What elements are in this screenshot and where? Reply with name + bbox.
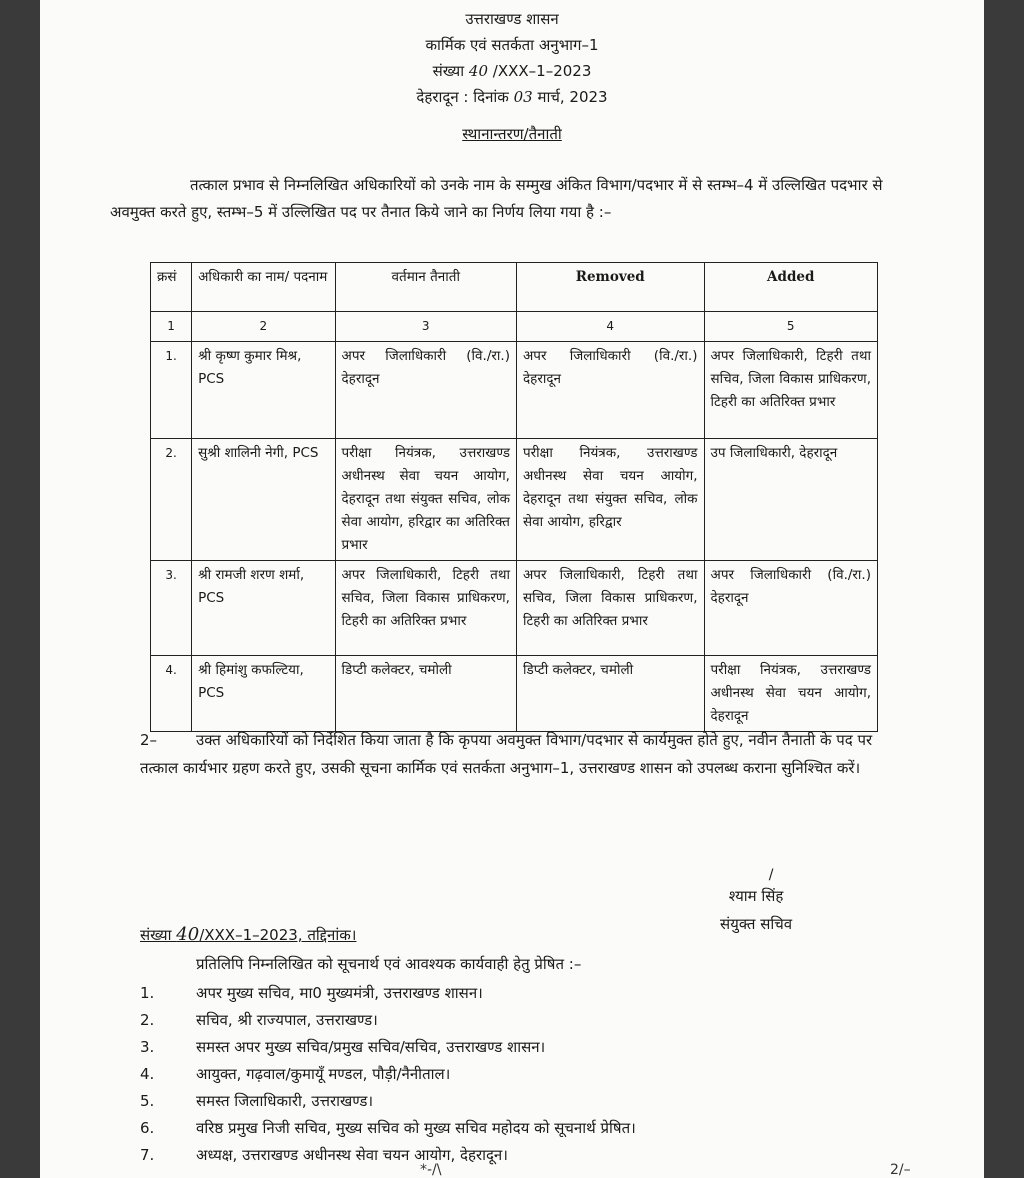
cell-officer-name: श्री रामजी शरण शर्मा, PCS: [192, 561, 335, 656]
order-paragraph-1: तत्काल प्रभाव से निम्नलिखित अधिकारियों को उनके नाम के सम्मुख अंकित विभाग/पदभार में से स्तम्भ–4 में उल्लिखित पदभार से अवमुक्त करते हुए, स्तम्भ–5 में उल्लिखित पद पर तैनात किये जाने का निर्णय लिया गया है :–: [110, 176, 883, 221]
col-number: 5: [704, 312, 878, 342]
copy-intro: प्रतिलिपि निम्नलिखित को सूचनार्थ एवं आवश्यक कार्यवाही हेतु प्रेषित :–: [196, 955, 582, 973]
list-item: 3. समस्त अपर मुख्य सचिव/प्रमुख सचिव/सचिव, उत्तराखण्ड शासन।: [140, 1038, 546, 1056]
cell-removed: परीक्षा नियंत्रक, उत्तराखण्ड अधीनस्थ सेवा चयन आयोग, देहरादून तथा संयुक्त सचिव, लोक सेवा आयोग, हरिद्वार: [516, 439, 704, 561]
list-item: 6. वरिष्ठ प्रमुख निजी सचिव, मुख्य सचिव को मुख्य सचिव महोदय को सूचनार्थ प्रेषित।: [140, 1119, 636, 1137]
cell-removed: अपर जिलाधिकारी (वि./रा.) देहरादून: [516, 342, 704, 439]
cell-sno: 2.: [151, 439, 192, 561]
col-header-sno: क्रसं: [151, 263, 192, 312]
cell-current-posting: परीक्षा नियंत्रक, उत्तराखण्ड अधीनस्थ सेवा चयन आयोग, देहरादून तथा संयुक्त सचिव, लोक सेवा आयोग, हरिद्वार का अतिरिक्त प्रभार: [335, 439, 516, 561]
page-continuation: 2/–: [890, 1162, 911, 1178]
handwritten-day: 03: [513, 88, 533, 106]
table-row: [151, 342, 878, 439]
col-number: 3: [335, 312, 516, 342]
order-paragraph-2: [140, 726, 890, 782]
cell-added: परीक्षा नियंत्रक, उत्तराखण्ड अधीनस्थ सेवा चयन आयोग, देहरादून: [704, 656, 878, 732]
cell-sno: 4.: [151, 656, 192, 732]
department-name: कार्मिक एवं सतर्कता अनुभाग–1: [425, 36, 599, 54]
col-header-added: Added: [704, 263, 878, 312]
cell-sno: 1.: [151, 342, 192, 439]
cell-added: अपर जिलाधिकारी, टिहरी तथा सचिव, जिला विकास प्राधिकरण, टिहरी का अतिरिक्त प्रभार: [704, 342, 878, 439]
signature-mark: /: [768, 867, 774, 883]
signature-block: [720, 868, 792, 938]
copy-list: [140, 980, 636, 1169]
cell-sno: 3.: [151, 561, 192, 656]
cell-removed: डिप्टी कलेक्टर, चमोली: [516, 656, 704, 732]
order-date: देहरादून : दिनांक 03 मार्च, 2023: [416, 88, 608, 106]
col-number: 2: [192, 312, 335, 342]
list-item: 1. अपर मुख्य सचिव, मा0 मुख्यमंत्री, उत्तराखण्ड शासन।: [140, 984, 483, 1002]
cell-officer-name: श्री कृष्ण कुमार मिश्र, PCS: [192, 342, 335, 439]
list-item: 4. आयुक्त, गढ़वाल/कुमायूँ मण्डल, पौड़ी/नैनीताल।: [140, 1065, 451, 1083]
col-header-name: अधिकारी का नाम/ पदनाम: [192, 263, 335, 312]
col-number: 1: [151, 312, 192, 342]
paragraph-text: उक्त अधिकारियों को निर्देशित किया जाता है कि कृपया अवमुक्त विभाग/पदभार से कार्यमुक्त होते हुए, नवीन तैनाती के पद पर तत्काल कार्यभार ग्रहण करते हुए, उसकी सूचना कार्मिक एवं सतर्कता अनुभाग–1, उत्तराखण्ड शासन को उपलब्ध कराना सुनिश्चित करें।: [140, 731, 873, 777]
handwritten-number: 40: [468, 62, 488, 80]
column-number-row: [151, 312, 878, 342]
list-item: 5. समस्त जिलाधिकारी, उत्तराखण्ड।: [140, 1092, 374, 1110]
reference-line: संख्या 40/XXX–1–2023, तद्दिनांक।: [140, 924, 357, 945]
cell-removed: अपर जिलाधिकारी, टिहरी तथा सचिव, जिला विकास प्राधिकरण, टिहरी का अतिरिक्त प्रभार: [516, 561, 704, 656]
list-item: 2. सचिव, श्री राज्यपाल, उत्तराखण्ड।: [140, 1011, 378, 1029]
government-name: उत्तराखण्ड शासन: [465, 10, 559, 28]
col-header-removed: Removed: [516, 263, 704, 312]
subject-heading: स्थानान्तरण/तैनाती: [462, 125, 562, 143]
table-row: [151, 561, 878, 656]
table-header-row: [151, 263, 878, 312]
col-header-current: वर्तमान तैनाती: [335, 263, 516, 312]
cell-officer-name: सुश्री शालिनी नेगी, PCS: [192, 439, 335, 561]
list-item: 7. अध्यक्ष, उत्तराखण्ड अधीनस्थ सेवा चयन आयोग, देहरादून।: [140, 1146, 508, 1164]
paragraph-number: 2–: [140, 731, 158, 749]
signatory-designation: संयुक्त सचिव: [720, 915, 793, 933]
col-number: 4: [516, 312, 704, 342]
signatory-name: श्याम सिंह: [728, 887, 784, 905]
cell-officer-name: श्री हिमांशु कफल्टिया, PCS: [192, 656, 335, 732]
cell-added: उप जिलाधिकारी, देहरादून: [704, 439, 878, 561]
footer-mark: *-/\: [420, 1162, 442, 1178]
cell-current-posting: अपर जिलाधिकारी, टिहरी तथा सचिव, जिला विकास प्राधिकरण, टिहरी का अतिरिक्त प्रभार: [335, 561, 516, 656]
cell-current-posting: अपर जिलाधिकारी (वि./रा.) देहरादून: [335, 342, 516, 439]
order-number: संख्या 40 /XXX–1–2023: [432, 62, 592, 80]
handwritten-number: 40: [176, 924, 200, 945]
transfer-table: [150, 262, 878, 732]
letter-header: [40, 0, 984, 110]
cell-added: अपर जिलाधिकारी (वि./रा.) देहरादून: [704, 561, 878, 656]
table-row: [151, 439, 878, 561]
cell-current-posting: डिप्टी कलेक्टर, चमोली: [335, 656, 516, 732]
table-row: [151, 656, 878, 732]
